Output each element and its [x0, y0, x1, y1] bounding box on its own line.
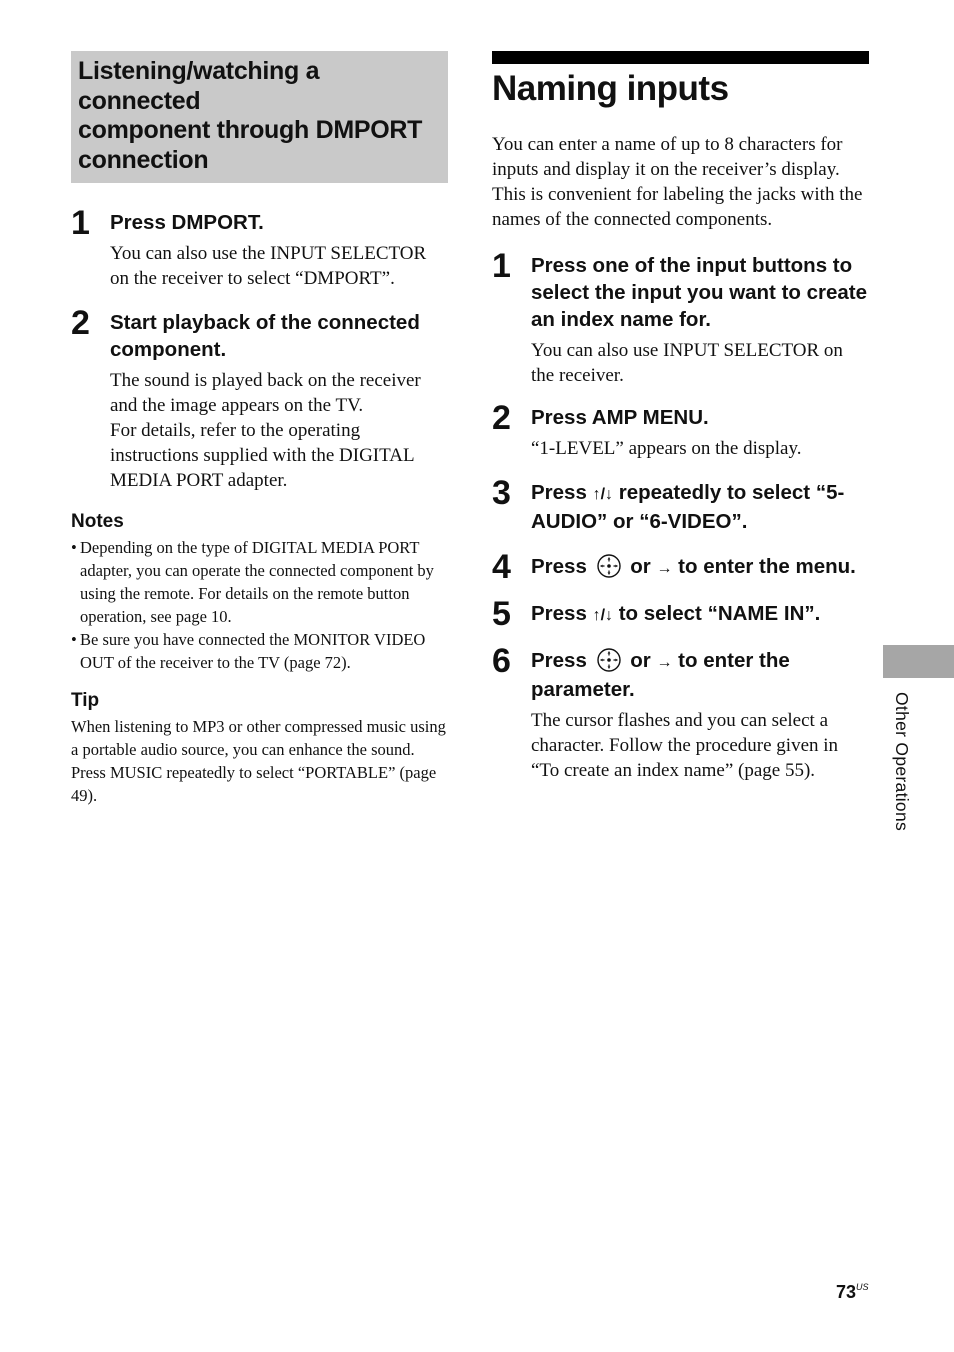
- step-1-left: [71, 204, 448, 291]
- right-column: [492, 51, 869, 783]
- tip-title: Tip: [71, 690, 100, 711]
- step-number: 2: [492, 399, 511, 437]
- step-1-right: [492, 247, 869, 388]
- step-6-right: [492, 642, 869, 783]
- chapter-tab: [883, 645, 954, 678]
- page-number: [836, 1282, 869, 1303]
- step-title: Press one of the input buttons to select the input you want to create an index name for.: [531, 254, 868, 331]
- tip-section: [71, 690, 448, 807]
- list-item: [71, 628, 448, 674]
- left-column: [71, 51, 448, 807]
- step-text: The sound is played back on the receiver and the image appears on the TV.: [110, 370, 421, 416]
- title-text: or: [624, 555, 657, 578]
- step-title: Start playback of the connected component.: [110, 311, 420, 361]
- step-text: For details, refer to the operating instructions supplied with the DIGITAL MEDIA PORT adapter.: [110, 420, 414, 491]
- step-body: “1-LEVEL” appears on the display.: [531, 438, 802, 459]
- step-number: 6: [492, 642, 511, 680]
- step-number: 4: [492, 548, 511, 586]
- title-text: to select “NAME IN”.: [613, 602, 821, 625]
- list-item: [71, 536, 448, 628]
- page-suffix: US: [856, 1282, 869, 1292]
- step-number: 1: [492, 247, 511, 285]
- notes-list: [71, 536, 448, 674]
- heading-line: Listening/watching a connected: [78, 57, 320, 115]
- step-4-right: [492, 548, 869, 586]
- step-2-right: [492, 399, 869, 461]
- page-title: Naming inputs: [492, 69, 729, 108]
- step-title: Press AMP MENU.: [531, 406, 709, 429]
- title-text: or: [624, 649, 657, 672]
- step-text: You can also use the INPUT SELECTOR on the receiver to select “DMPORT”.: [110, 243, 427, 289]
- up-down-arrow-icon: ↑/↓: [592, 607, 614, 624]
- step-body: [110, 241, 448, 291]
- right-arrow-icon: →: [656, 560, 673, 577]
- intro-paragraph: You can enter a name of up to 8 characters for inputs and display it on the receiver’s display. This is convenient for labeling the jacks with the names of the connected components.: [492, 134, 863, 230]
- title-text: Press: [531, 555, 593, 578]
- step-title: Press DMPORT.: [110, 211, 264, 234]
- page-number-value: 73: [836, 1282, 857, 1302]
- heading-line: connection: [78, 145, 209, 174]
- step-title: [531, 600, 869, 629]
- step-number: 5: [492, 595, 511, 633]
- step-title: [531, 479, 869, 535]
- up-down-arrow-icon: ↑/↓: [592, 486, 614, 503]
- bullet: •: [71, 538, 77, 557]
- section-heading-naming: [492, 51, 869, 110]
- note-text: Depending on the type of DIGITAL MEDIA PORT adapter, you can operate the connected component by using the remote. For details on the remote button operation, see page 10.: [80, 538, 434, 626]
- title-text: repeatedly to select “5-AUDIO” or “6-VIDEO”.: [531, 481, 845, 533]
- enter-button-icon: [597, 648, 621, 672]
- step-5-right: [492, 595, 869, 633]
- section-heading-dmport: [71, 51, 448, 183]
- bullet: •: [71, 630, 77, 649]
- heading-line: component through DMPORT: [78, 116, 423, 144]
- title-text: Press: [531, 649, 593, 672]
- step-number: 2: [71, 304, 90, 342]
- title-text: Press: [531, 481, 593, 504]
- step-body: You can also use INPUT SELECTOR on the receiver.: [531, 340, 843, 386]
- tip-body: When listening to MP3 or other compressed music using a portable audio source, you can enhance the sound. Press MUSIC repeatedly to select “PORTABLE” (page 49).: [71, 717, 446, 805]
- notes-title: Notes: [71, 511, 124, 532]
- step-2-left: [71, 304, 448, 493]
- step-body: [110, 368, 448, 493]
- step-3-right: [492, 474, 869, 535]
- title-text: Press: [531, 602, 593, 625]
- step-title: [531, 647, 869, 703]
- chapter-label: Other Operations: [892, 692, 912, 832]
- notes-section: [71, 511, 448, 674]
- right-arrow-icon: →: [656, 654, 673, 671]
- title-text: to enter the parameter.: [531, 649, 790, 701]
- enter-button-icon: [597, 554, 621, 578]
- title-text: to enter the menu.: [672, 555, 856, 578]
- step-body: The cursor flashes and you can select a character. Follow the procedure given in “To create an index name” (page 55).: [531, 710, 839, 781]
- step-title: [531, 553, 869, 582]
- step-number: 3: [492, 474, 511, 512]
- note-text: Be sure you have connected the MONITOR VIDEO OUT of the receiver to the TV (page 72).: [80, 630, 426, 672]
- step-number: 1: [71, 204, 90, 242]
